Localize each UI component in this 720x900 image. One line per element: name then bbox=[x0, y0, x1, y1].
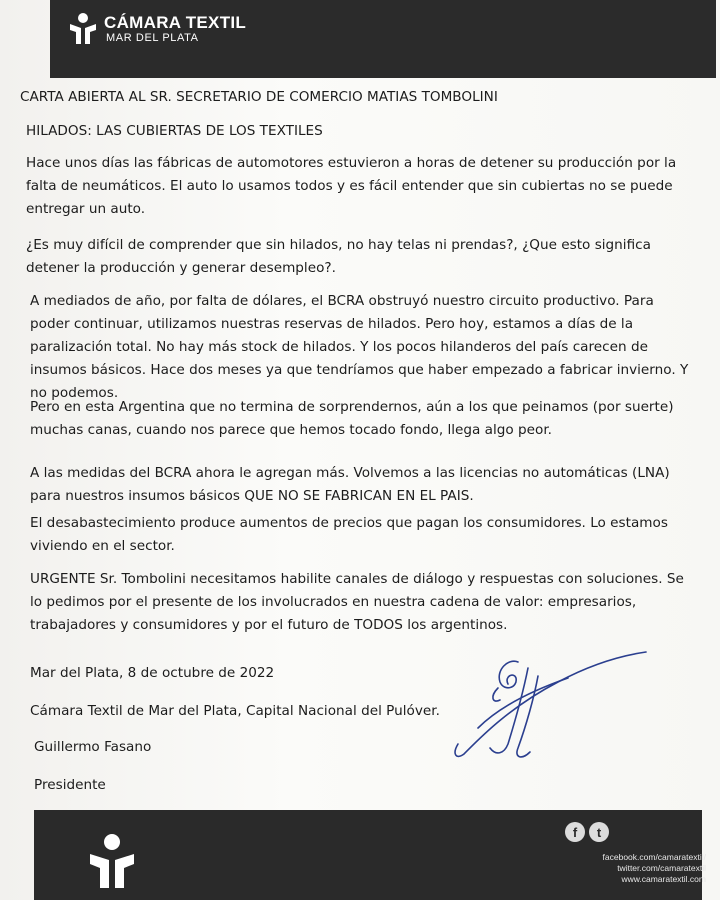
facebook-icon[interactable]: f bbox=[565, 822, 585, 842]
date-line: Mar del Plata, 8 de octubre de 2022 bbox=[30, 665, 275, 681]
handwritten-signature bbox=[438, 648, 658, 768]
letter-subheading: HILADOS: LAS CUBIERTAS DE LOS TEXTILES bbox=[26, 123, 323, 139]
paragraph: ¿Es muy difícil de comprender que sin hilados, no hay telas ni prendas?, ¿Que esto significa detener la producción y generar desempleo?. bbox=[26, 237, 651, 276]
social-icons bbox=[565, 822, 609, 842]
paragraph: El desabastecimiento produce aumentos de precios que pagan los consumidores. Lo estamos viviendo en el sector. bbox=[30, 515, 668, 554]
brand-city: MAR DEL PLATA bbox=[106, 31, 199, 44]
person-logo-icon bbox=[86, 832, 138, 892]
paragraph: URGENTE Sr. Tombolini necesitamos habilite canales de diálogo y respuestas con soluciones. Se lo pedimos por el presente de los involucrados en nuestra cadena de valor: empresarios, trabajadores y consumidores y por el futuro de TODOS los argentinos. bbox=[30, 571, 684, 633]
facebook-link[interactable]: facebook.com/camaratextil/ bbox=[602, 852, 706, 862]
website-link[interactable]: www.camaratextil.com bbox=[621, 874, 706, 884]
paragraph: Pero en esta Argentina que no termina de sorprendernos, aún a los que peinamos (por suerte) muchas canas, cuando nos parece que hemos tocado fondo, llega algo peor. bbox=[30, 399, 674, 438]
signer-name: Guillermo Fasano bbox=[34, 739, 152, 755]
brand-name: CÁMARA TEXTIL bbox=[104, 12, 247, 32]
paragraph: A las medidas del BCRA ahora le agregan más. Volvemos a las licencias no automáticas (LNA) para nuestros insumos básicos QUE NO SE FABRICAN EN EL PAIS. bbox=[30, 465, 670, 504]
signer-role: Presidente bbox=[34, 777, 106, 793]
header-logo bbox=[68, 12, 246, 46]
twitter-icon[interactable]: t bbox=[589, 822, 609, 842]
person-logo-icon bbox=[68, 12, 98, 46]
paragraph: Hace unos días las fábricas de automotores estuvieron a horas de detener su producción por la falta de neumáticos. El auto lo usamos todos y es fácil entender que sin cubiertas no se puede entregar un auto. bbox=[26, 155, 677, 217]
footer-links bbox=[526, 852, 706, 885]
organization-line: Cámara Textil de Mar del Plata, Capital Nacional del Pulóver. bbox=[30, 703, 440, 719]
letter-heading: CARTA ABIERTA AL SR. SECRETARIO DE COMERCIO MATIAS TOMBOLINI bbox=[20, 89, 498, 105]
paragraph: A mediados de año, por falta de dólares, el BCRA obstruyó nuestro circuito productivo. Para poder continuar, utilizamos nuestras reservas de hilados. Pero hoy, estamos a días de la paralización total. No hay más stock de hilados. Y los pocos hilanderos del país carecen de insumos básicos. Hace dos meses ya que tendríamos que haber empezado a fabricar invierno. Y no podemos. bbox=[30, 293, 689, 401]
twitter-link[interactable]: twitter.com/camaratextil bbox=[617, 863, 706, 873]
